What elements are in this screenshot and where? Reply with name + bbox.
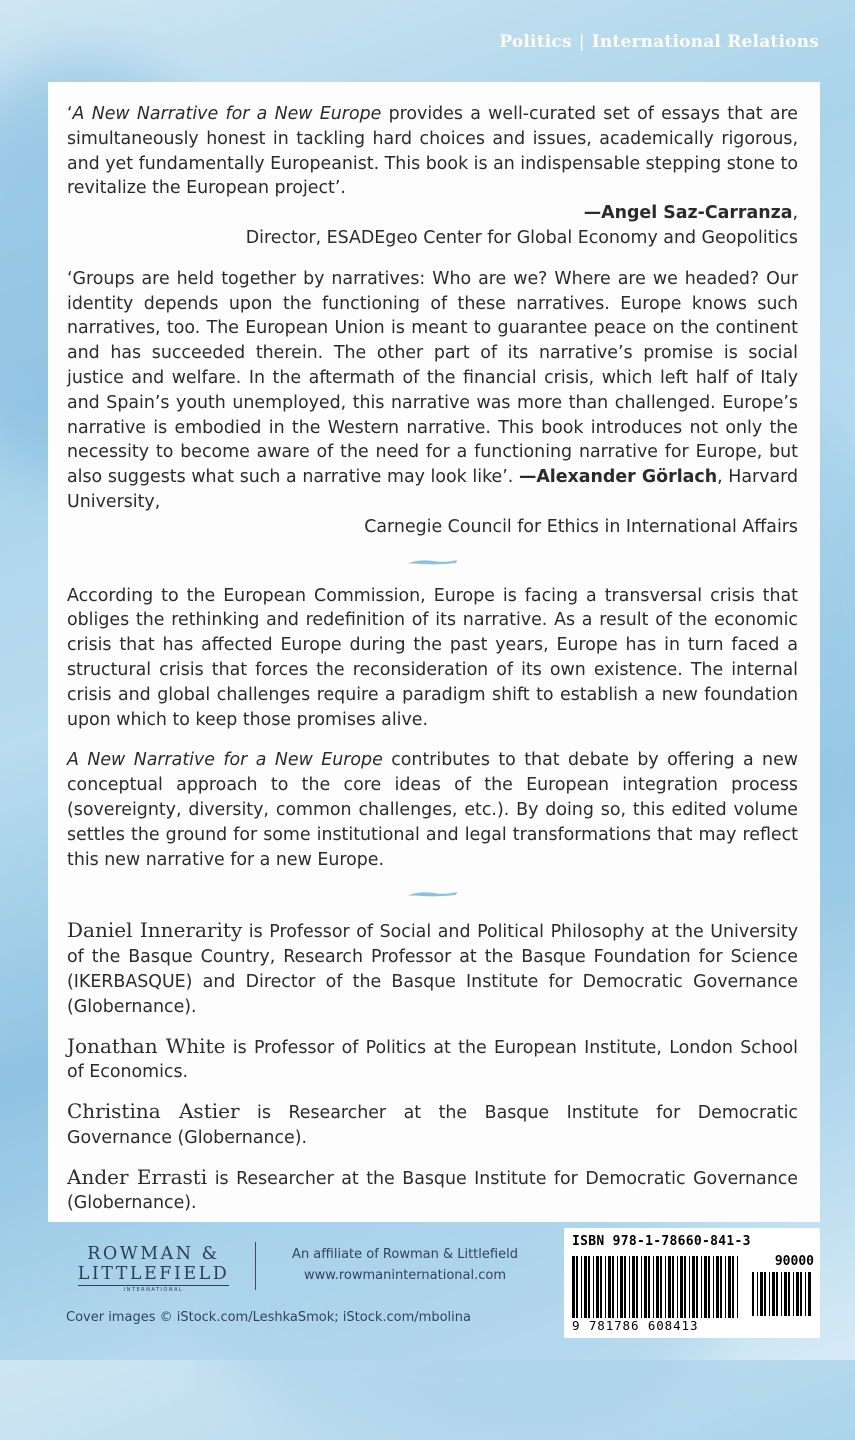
barcode-bar: [617, 1256, 618, 1318]
barcode-bar: [772, 1272, 775, 1316]
barcode-bar: [752, 1272, 754, 1316]
barcode-bar: [660, 1256, 662, 1318]
barcode-bar: [788, 1272, 790, 1316]
barcode-bar: [608, 1256, 611, 1318]
barcode-bar: [800, 1272, 802, 1316]
author-bio-text: is Researcher at the Basque Institute for Democratic Governance (Globernance).: [67, 1168, 798, 1214]
price-barcode-bars: [752, 1272, 814, 1316]
brushstroke-divider: [408, 558, 458, 566]
author-bio: [67, 1099, 798, 1151]
barcode-bar: [600, 1256, 602, 1318]
barcode-bar: [808, 1272, 811, 1316]
barcode-bar: [760, 1272, 763, 1316]
barcode-bar: [624, 1256, 626, 1318]
barcode-bar: [713, 1256, 714, 1318]
affiliate-text: An affiliate of Rowman & Littlefield: [292, 1247, 518, 1262]
barcode-bars: [572, 1256, 742, 1318]
barcode-bar: [596, 1256, 599, 1318]
barcode-bar: [572, 1256, 575, 1318]
barcode-bar: [672, 1256, 674, 1318]
category-politics: Politics: [499, 32, 572, 52]
barcode-bar: [725, 1256, 726, 1318]
endorsement-quote-1: ‘A New Narrative for a New Europe provides a well-curated set of essays that are simultaneously honest in tackling hard choices and issues, academically rigorous, and yet fundamentally Europeanist. This book is an indispensable stepping stone to revitalize the European project’.: [67, 104, 798, 199]
author-name: Christina Astier: [67, 1099, 240, 1124]
barcode-bar: [708, 1256, 710, 1318]
barcode-bar: [692, 1256, 695, 1318]
isbn-number: ISBN 978-1-78660-841-3: [572, 1234, 751, 1249]
barcode-bar: [704, 1256, 707, 1318]
barcode-bar: [636, 1256, 638, 1318]
logo-line-littlefield: LITTLEFIELD: [77, 1264, 230, 1284]
author-bio: [67, 1165, 798, 1217]
barcode-bar: [593, 1256, 594, 1318]
author-name: Ander Errasti: [67, 1164, 208, 1189]
barcode-bar: [648, 1256, 650, 1318]
barcode-bar: [684, 1256, 686, 1318]
author-bio: [67, 918, 798, 1019]
barcode-bar: [644, 1256, 647, 1318]
author-name: Daniel Innerarity: [67, 918, 243, 943]
author-bio-text: is Researcher at the Basque Institute for Democratic Governance (Globernance).: [67, 1103, 798, 1148]
barcode-bar: [680, 1256, 683, 1318]
barcode-bar: [620, 1256, 623, 1318]
publisher-affiliation: [270, 1244, 540, 1286]
back-cover-text-panel: [48, 82, 820, 1222]
description-paragraph-2: [67, 748, 798, 872]
barcode-bar: [732, 1256, 734, 1318]
cover-image-credits: Cover images © iStock.com/LeshkaSmok; iStock.com/mbolina: [66, 1310, 471, 1325]
barcode-bar: [720, 1256, 722, 1318]
barcode-bar: [716, 1256, 719, 1318]
category-international-relations: International Relations: [591, 32, 819, 52]
endorser-name: —Angel Saz-Carranza: [583, 203, 793, 224]
barcode-bar: [584, 1256, 587, 1318]
barcode-bar: [641, 1256, 642, 1318]
book-title-italic: A New Narrative for a New Europe: [72, 104, 382, 124]
category-separator: |: [578, 32, 585, 52]
publisher-footer: [0, 1222, 855, 1360]
barcode-bar: [689, 1256, 690, 1318]
publisher-website[interactable]: www.rowmaninternational.com: [304, 1268, 506, 1283]
logo-divider: [255, 1242, 256, 1290]
barcode-bar: [776, 1272, 778, 1316]
barcode-bar: [781, 1272, 782, 1316]
barcode-bar: [793, 1272, 794, 1316]
book-title-italic: A New Narrative for a New Europe: [67, 750, 383, 771]
endorser-name: —Alexander Görlach: [518, 467, 718, 488]
endorsement-attribution-2: [67, 515, 798, 540]
barcode-bar: [656, 1256, 659, 1318]
barcode-bar: [665, 1256, 666, 1318]
barcode-bar: [576, 1256, 578, 1318]
endorsement-attribution-1: —Angel Saz-Carranza, Director, ESADEgeo Center for Global Economy and Geopolitics: [245, 203, 798, 248]
barcode-bar: [696, 1256, 698, 1318]
barcode-bar: [805, 1272, 806, 1316]
logo-line-international: INTERNATIONAL: [78, 1285, 229, 1293]
publisher-logo: [66, 1244, 241, 1293]
barcode-bar: [757, 1272, 758, 1316]
barcode-bar: [581, 1256, 582, 1318]
barcode-bar: [668, 1256, 671, 1318]
category-label: [499, 32, 819, 52]
isbn-barcode: [564, 1228, 820, 1338]
author-bio-text: is Professor of Politics at the European Institute, London School of Economics.: [67, 1037, 798, 1083]
quote-2-body: ‘Groups are held together by narratives: Who are we? Where are we headed? Our identity depends upon the functioning of these narratives. Europe knows such narratives, too. The European Union is meant to guarantee peace on the continent and has succeeded therein. The other part of its narrative’s promise is social justice and welfare. In the aftermath of the financial crisis, which left half of Italy and Spain’s youth unemployed, this narrative was more than challenged. Europe’s narrative is embodied in the Western narrative. This book introduces not only the necessity to become aware of the need for a functioning narrative for Europe, but also suggests what such a narrative may look like’.: [67, 268, 798, 488]
barcode-bar: [588, 1256, 590, 1318]
endorser-affiliation: Carnegie Council for Ethics in International Affairs: [364, 516, 798, 537]
barcode-bar: [701, 1256, 702, 1318]
endorsement-quote-2: ‘Groups are held together by narratives: Who are we? Where are we headed? Our identity depends upon the functioning of these narratives. Europe knows such narratives, too. The European Union is meant to guarantee peace on the continent and has succeeded therein. The other part of its narrative’s promise is social justice and welfare. In the aftermath of the financial crisis, which left half of Italy and Spain’s youth unemployed, this narrative was more than challenged. Europe’s narrative is embodied in the Western narrative. This book introduces not only the necessity to become aware of the need for a functioning narrative for Europe, but also suggests what such a narrative may look like’. —Alexander Görlach, Harvard University,: [67, 268, 799, 512]
barcode-bar: [796, 1272, 799, 1316]
endorser-affiliation: Director, ESADEgeo Center for Global Economy and Geopolitics: [245, 227, 798, 248]
barcode-bar: [632, 1256, 635, 1318]
author-name: Jonathan White: [67, 1033, 226, 1058]
price-code: 90000: [774, 1254, 814, 1269]
barcode-bar: [784, 1272, 787, 1316]
barcode-bar: [737, 1256, 738, 1318]
barcode-bar: [728, 1256, 731, 1318]
barcode-bar: [653, 1256, 654, 1318]
description-paragraph-1: According to the European Commission, Europe is facing a transversal crisis that obliges the rethinking and redefinition of its narrative. As a result of the economic crisis that has affected Europe during the past years, Europe has in turn faced a structural crisis that forces the reconsideration of its own existence. The internal crisis and global challenges require a paradigm shift to establish a new foundation upon which to keep those promises alive.: [67, 585, 798, 730]
barcode-bar: [605, 1256, 606, 1318]
barcode-bar: [769, 1272, 770, 1316]
barcode-bar: [677, 1256, 678, 1318]
barcode-bar: [629, 1256, 630, 1318]
brushstroke-divider: [408, 890, 458, 898]
endorser-affiliation: Harvard University,: [67, 467, 799, 512]
barcode-bar: [764, 1272, 766, 1316]
author-bio-text: is Professor of Social and Political Philosophy at the University of the Basque Country, Research Professor at the Basque Foundation for Science (IKERBASQUE) and Director of the Basque Institute for Democratic Governance (Globernance).: [67, 922, 798, 1017]
description-paragraph-2-body: contributes to that debate by offering a new conceptual approach to the core ideas of the European integration process (sovereignty, diversity, common challenges, etc.). By doing so, this edited volume settles the ground for some institutional and legal transformations that may reflect this new narrative for a new Europe.: [67, 750, 798, 870]
barcode-bar: [612, 1256, 614, 1318]
quote-1-body: provides a well-curated set of essays that are simultaneously honest in tackling hard choices and issues, academically rigorous, and yet fundamentally Europeanist. This book is an indispensable stepping stone to revitalize the European project’.: [67, 104, 798, 199]
barcode-digits: 9 781786 608413: [572, 1318, 699, 1333]
author-bio: [67, 1034, 798, 1086]
logo-line-rowman: ROWMAN &: [87, 1244, 220, 1264]
